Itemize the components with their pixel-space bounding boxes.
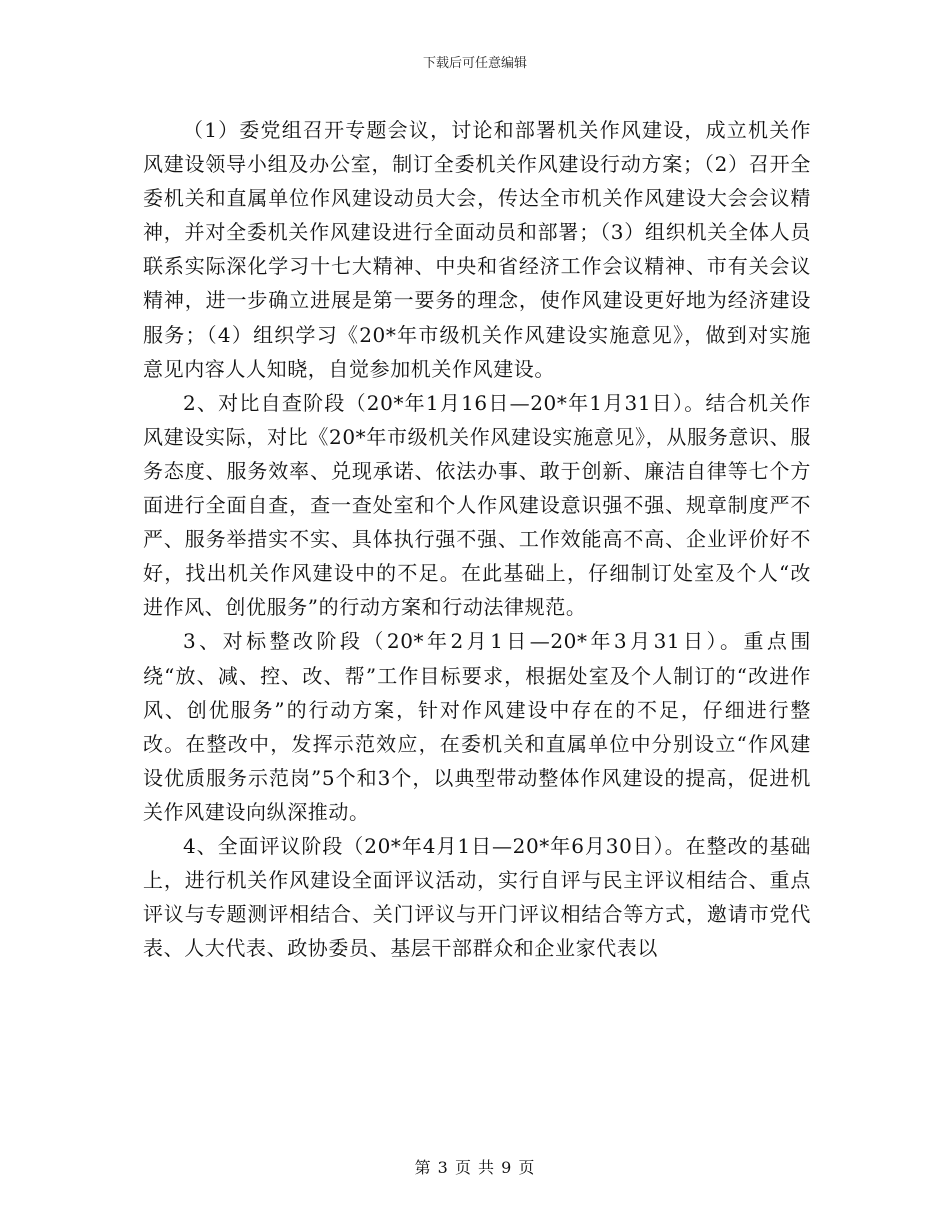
paragraph-item-2: 2、对比自查阶段（20*年1月16日—20*年1月31日）。结合机关作风建设实际，对比《20*年市级机关作风建设实施意见》，从服务意识、服务态度、服务效率、兑现承诺、依法办事、敢于创新、廉洁自律等七个方面进行全面自查，查一查处室和个人作风建设意识强不强、规章制度严不严、服务举措实不实、具体执行强不强、工作效能高不高、企业评价好不好，找出机关作风建设中的不足。在此基础上，仔细制订处室及个人“改进作风、创优服务”的行动方案和行动法律规范。 (143, 390, 811, 620)
document-body (143, 113, 811, 965)
page-header: 下载后可任意编辑 (422, 56, 527, 71)
paragraph-item-3: 3、对标整改阶段（20*年2月1日—20*年3月31日）。重点围绕“放、减、控、改、帮”工作目标要求，根据处室及个人制订的“改进作风、创优服务”的行动方案，针对作风建设中存在的不足，仔细进行整改。在整改中，发挥示范效应，在委机关和直属单位中分别设立“作风建设优质服务示范岗”5个和3个，以典型带动整体作风建设的提高，促进机关作风建设向纵深推动。 (143, 629, 811, 824)
paragraph-item-4: 4、全面评议阶段（20*年4月1日—20*年6月30日）。在整改的基础上，进行机关作风建设全面评议活动，实行自评与民主评议相结合、重点评议与专题测评相结合、关门评议与开门评议相结合等方式，邀请市党代表、人大代表、政协委员、基层干部群众和企业家代表以 (143, 833, 811, 961)
page-number-footer: 第 3 页 共 9 页 (414, 1158, 536, 1177)
paragraph-item-1: （1）委党组召开专题会议，讨论和部署机关作风建设，成立机关作风建设领导小组及办公室，制订全委机关作风建设行动方案；（2）召开全委机关和直属单位作风建设动员大会，传达全市机关作风建设大会会议精神，并对全委机关作风建设进行全面动员和部署；（3）组织机关全体人员联系实际深化学习十七大精神、中央和省经济工作会议精神、市有关会议精神，进一步确立进展是第一要务的理念，使作风建设更好地为经济建设服务；（4）组织学习《20*年市级机关作风建设实施意见》，做到对实施意见内容人人知晓，自觉参加机关作风建设。 (143, 118, 811, 381)
